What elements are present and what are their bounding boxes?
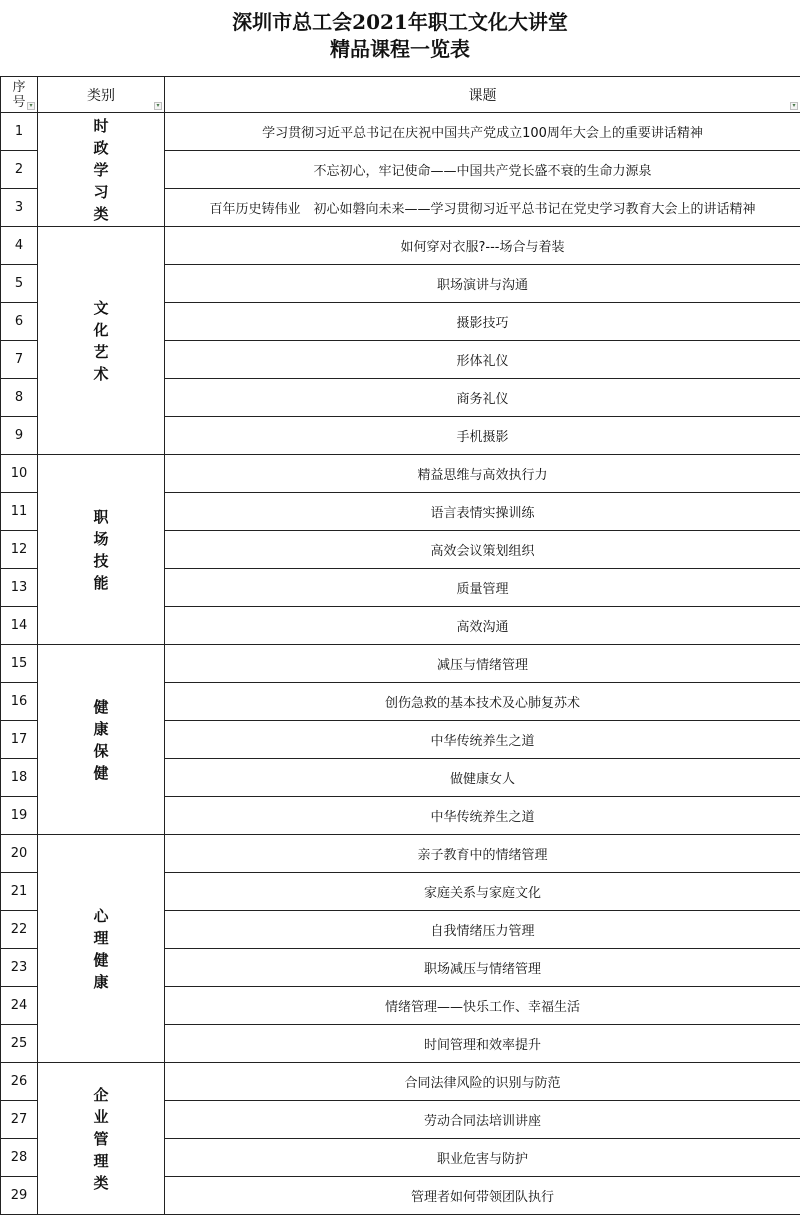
- row-topic-cell[interactable]: 自我情绪压力管理: [165, 911, 800, 949]
- row-seq-cell[interactable]: 14: [1, 607, 38, 645]
- row-topic-cell[interactable]: 合同法律风险的识别与防范: [165, 1063, 800, 1101]
- row-seq-cell[interactable]: 8: [1, 379, 38, 417]
- row-topic-cell[interactable]: 家庭关系与家庭文化: [165, 873, 800, 911]
- row-topic-cell[interactable]: 职场减压与情绪管理: [165, 949, 800, 987]
- table-row: [1, 1063, 800, 1101]
- table-row: [1, 835, 800, 873]
- row-topic-cell[interactable]: 劳动合同法培训讲座: [165, 1101, 800, 1139]
- row-seq-cell[interactable]: 10: [1, 455, 38, 493]
- row-seq-cell[interactable]: 11: [1, 493, 38, 531]
- row-seq-cell[interactable]: 1: [1, 113, 38, 151]
- row-seq-cell[interactable]: 6: [1, 303, 38, 341]
- row-topic-cell[interactable]: 如何穿对衣服?---场合与着装: [165, 227, 800, 265]
- row-seq-cell[interactable]: 26: [1, 1063, 38, 1101]
- row-seq-cell[interactable]: 4: [1, 227, 38, 265]
- row-topic-cell[interactable]: 商务礼仪: [165, 379, 800, 417]
- table-row: [1, 455, 800, 493]
- header-category: [38, 77, 165, 113]
- row-topic-cell[interactable]: 学习贯彻习近平总书记在庆祝中国共产党成立100周年大会上的重要讲话精神: [165, 113, 800, 151]
- title-line-2: 精品课程一览表: [330, 37, 470, 61]
- row-topic-cell[interactable]: 创伤急救的基本技术及心肺复苏术: [165, 683, 800, 721]
- category-cell[interactable]: [38, 835, 165, 1063]
- row-topic-cell[interactable]: 做健康女人: [165, 759, 800, 797]
- row-topic-cell[interactable]: 中华传统养生之道: [165, 721, 800, 759]
- table-row: [1, 645, 800, 683]
- category-cell[interactable]: [38, 1063, 165, 1215]
- filter-dropdown-icon[interactable]: ▾: [27, 102, 35, 110]
- row-seq-cell[interactable]: 18: [1, 759, 38, 797]
- row-seq-cell[interactable]: 13: [1, 569, 38, 607]
- course-table: [0, 76, 800, 1215]
- row-seq-cell[interactable]: 17: [1, 721, 38, 759]
- row-topic-cell[interactable]: 管理者如何带领团队执行: [165, 1177, 800, 1215]
- table-row: [1, 113, 800, 151]
- row-topic-cell[interactable]: 高效沟通: [165, 607, 800, 645]
- row-seq-cell[interactable]: 25: [1, 1025, 38, 1063]
- row-topic-cell[interactable]: 精益思维与高效执行力: [165, 455, 800, 493]
- row-topic-cell[interactable]: 情绪管理——快乐工作、幸福生活: [165, 987, 800, 1025]
- category-label: 职场技能: [93, 507, 109, 592]
- title-line-1: 深圳市总工会2021年职工文化大讲堂: [232, 10, 568, 34]
- row-seq-cell[interactable]: 5: [1, 265, 38, 303]
- row-seq-cell[interactable]: 7: [1, 341, 38, 379]
- row-topic-cell[interactable]: 职业危害与防护: [165, 1139, 800, 1177]
- row-seq-cell[interactable]: 16: [1, 683, 38, 721]
- row-seq-cell[interactable]: 19: [1, 797, 38, 835]
- header-topic: [165, 77, 800, 113]
- row-topic-cell[interactable]: 亲子教育中的情绪管理: [165, 835, 800, 873]
- category-cell[interactable]: [38, 645, 165, 835]
- row-seq-cell[interactable]: 21: [1, 873, 38, 911]
- row-seq-cell[interactable]: 29: [1, 1177, 38, 1215]
- row-topic-cell[interactable]: 手机摄影: [165, 417, 800, 455]
- row-topic-cell[interactable]: 不忘初心，牢记使命——中国共产党长盛不衰的生命力源泉: [165, 151, 800, 189]
- row-seq-cell[interactable]: 2: [1, 151, 38, 189]
- row-seq-cell[interactable]: 28: [1, 1139, 38, 1177]
- row-topic-cell[interactable]: 高效会议策划组织: [165, 531, 800, 569]
- header-seq: [1, 77, 38, 113]
- header-topic-label: 课题: [468, 87, 497, 104]
- table-row: [1, 227, 800, 265]
- category-label: 心理健康: [93, 906, 109, 991]
- category-label: 文化艺术: [93, 298, 109, 383]
- row-topic-cell[interactable]: 中华传统养生之道: [165, 797, 800, 835]
- row-seq-cell[interactable]: 15: [1, 645, 38, 683]
- category-cell[interactable]: [38, 227, 165, 455]
- category-cell[interactable]: [38, 455, 165, 645]
- header-seq-label: 序号: [12, 79, 26, 110]
- row-seq-cell[interactable]: 12: [1, 531, 38, 569]
- row-seq-cell[interactable]: 3: [1, 189, 38, 227]
- row-seq-cell[interactable]: 20: [1, 835, 38, 873]
- row-seq-cell[interactable]: 9: [1, 417, 38, 455]
- filter-dropdown-icon[interactable]: ▾: [790, 102, 798, 110]
- category-label: 健康保健: [93, 697, 109, 782]
- row-topic-cell[interactable]: 时间管理和效率提升: [165, 1025, 800, 1063]
- row-topic-cell[interactable]: 形体礼仪: [165, 341, 800, 379]
- row-topic-cell[interactable]: 摄影技巧: [165, 303, 800, 341]
- row-seq-cell[interactable]: 27: [1, 1101, 38, 1139]
- filter-dropdown-icon[interactable]: ▾: [154, 102, 162, 110]
- row-topic-cell[interactable]: 减压与情绪管理: [165, 645, 800, 683]
- row-topic-cell[interactable]: 职场演讲与沟通: [165, 265, 800, 303]
- category-label: 企业管理类: [93, 1085, 109, 1192]
- document-title: [0, 0, 800, 76]
- header-category-label: 类别: [87, 87, 115, 104]
- row-seq-cell[interactable]: 22: [1, 911, 38, 949]
- table-body: [1, 113, 800, 1215]
- row-topic-cell[interactable]: 质量管理: [165, 569, 800, 607]
- row-seq-cell[interactable]: 23: [1, 949, 38, 987]
- category-cell[interactable]: [38, 113, 165, 227]
- header-row: [1, 77, 800, 113]
- row-seq-cell[interactable]: 24: [1, 987, 38, 1025]
- row-topic-cell[interactable]: 语言表情实操训练: [165, 493, 800, 531]
- row-topic-cell[interactable]: 百年历史铸伟业 初心如磐向未来——学习贯彻习近平总书记在党史学习教育大会上的讲话精神: [165, 189, 800, 227]
- category-label: 时政学习类: [93, 116, 109, 223]
